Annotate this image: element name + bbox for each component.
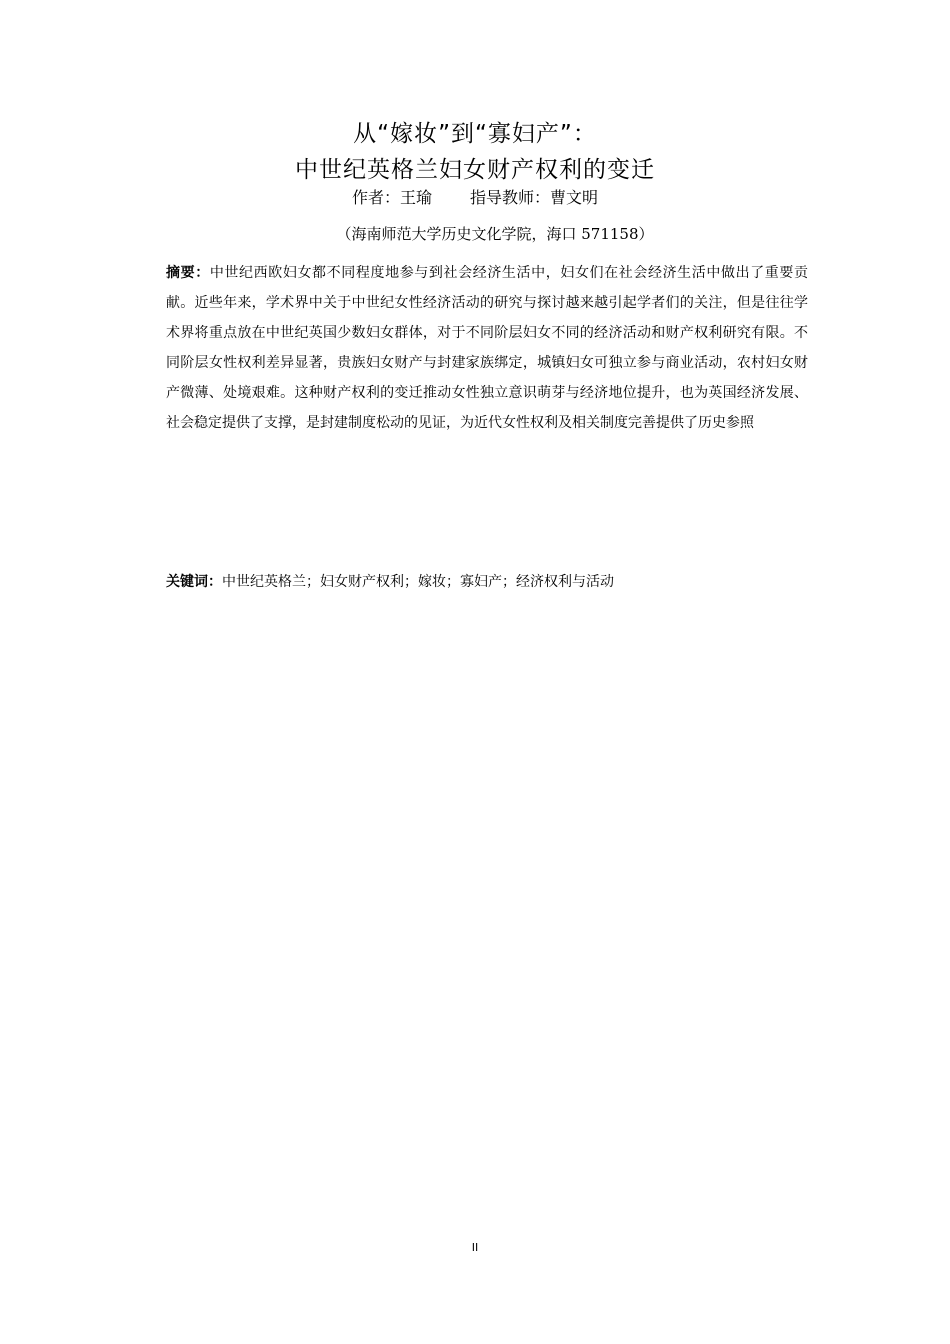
abstract: [166, 258, 808, 438]
paper-title-line-2: 中世纪英格兰妇女财产权利的变迁: [295, 157, 655, 183]
keywords: [166, 568, 808, 596]
author-line: [0, 186, 950, 210]
page-number: II: [471, 1241, 479, 1254]
abstract-text: 中世纪西欧妇女都不同程度地参与到社会经济生活中，妇女们在社会经济生活中做出了重要贡献。近些年来，学术界中关于中世纪女性经济活动的研究与探讨越来越引起学者们的关注，但是往往学术界将重点放在中世纪英国少数妇女群体，对于不同阶层妇女不同的经济活动和财产权利研究有限。不同阶层女性权利差异显著，贵族妇女财产与封建家族绑定，城镇妇女可独立参与商业活动，农村妇女财产微薄、处境艰难。这种财产权利的变迁推动女性独立意识萌芽与经济地位提升，也为英国经济发展、社会稳定提供了支撑，是封建制度松动的见证，为近代女性权利及相关制度完善提供了历史参照: [166, 265, 809, 431]
affiliation: （海南师范大学历史文化学院，海口 571158）: [336, 225, 654, 243]
author-name: 作者：王瑜: [351, 188, 432, 207]
abstract-label: 摘要：: [166, 265, 210, 281]
advisor-name: 指导教师：曹文明: [470, 188, 599, 207]
keywords-label: 关键词：: [166, 574, 222, 590]
keywords-text: 中世纪英格兰；妇女财产权利；嫁妆；寡妇产；经济权利与活动: [222, 574, 614, 590]
paper-title-line-1: 从“嫁妆”到“寡妇产”：: [353, 121, 597, 147]
